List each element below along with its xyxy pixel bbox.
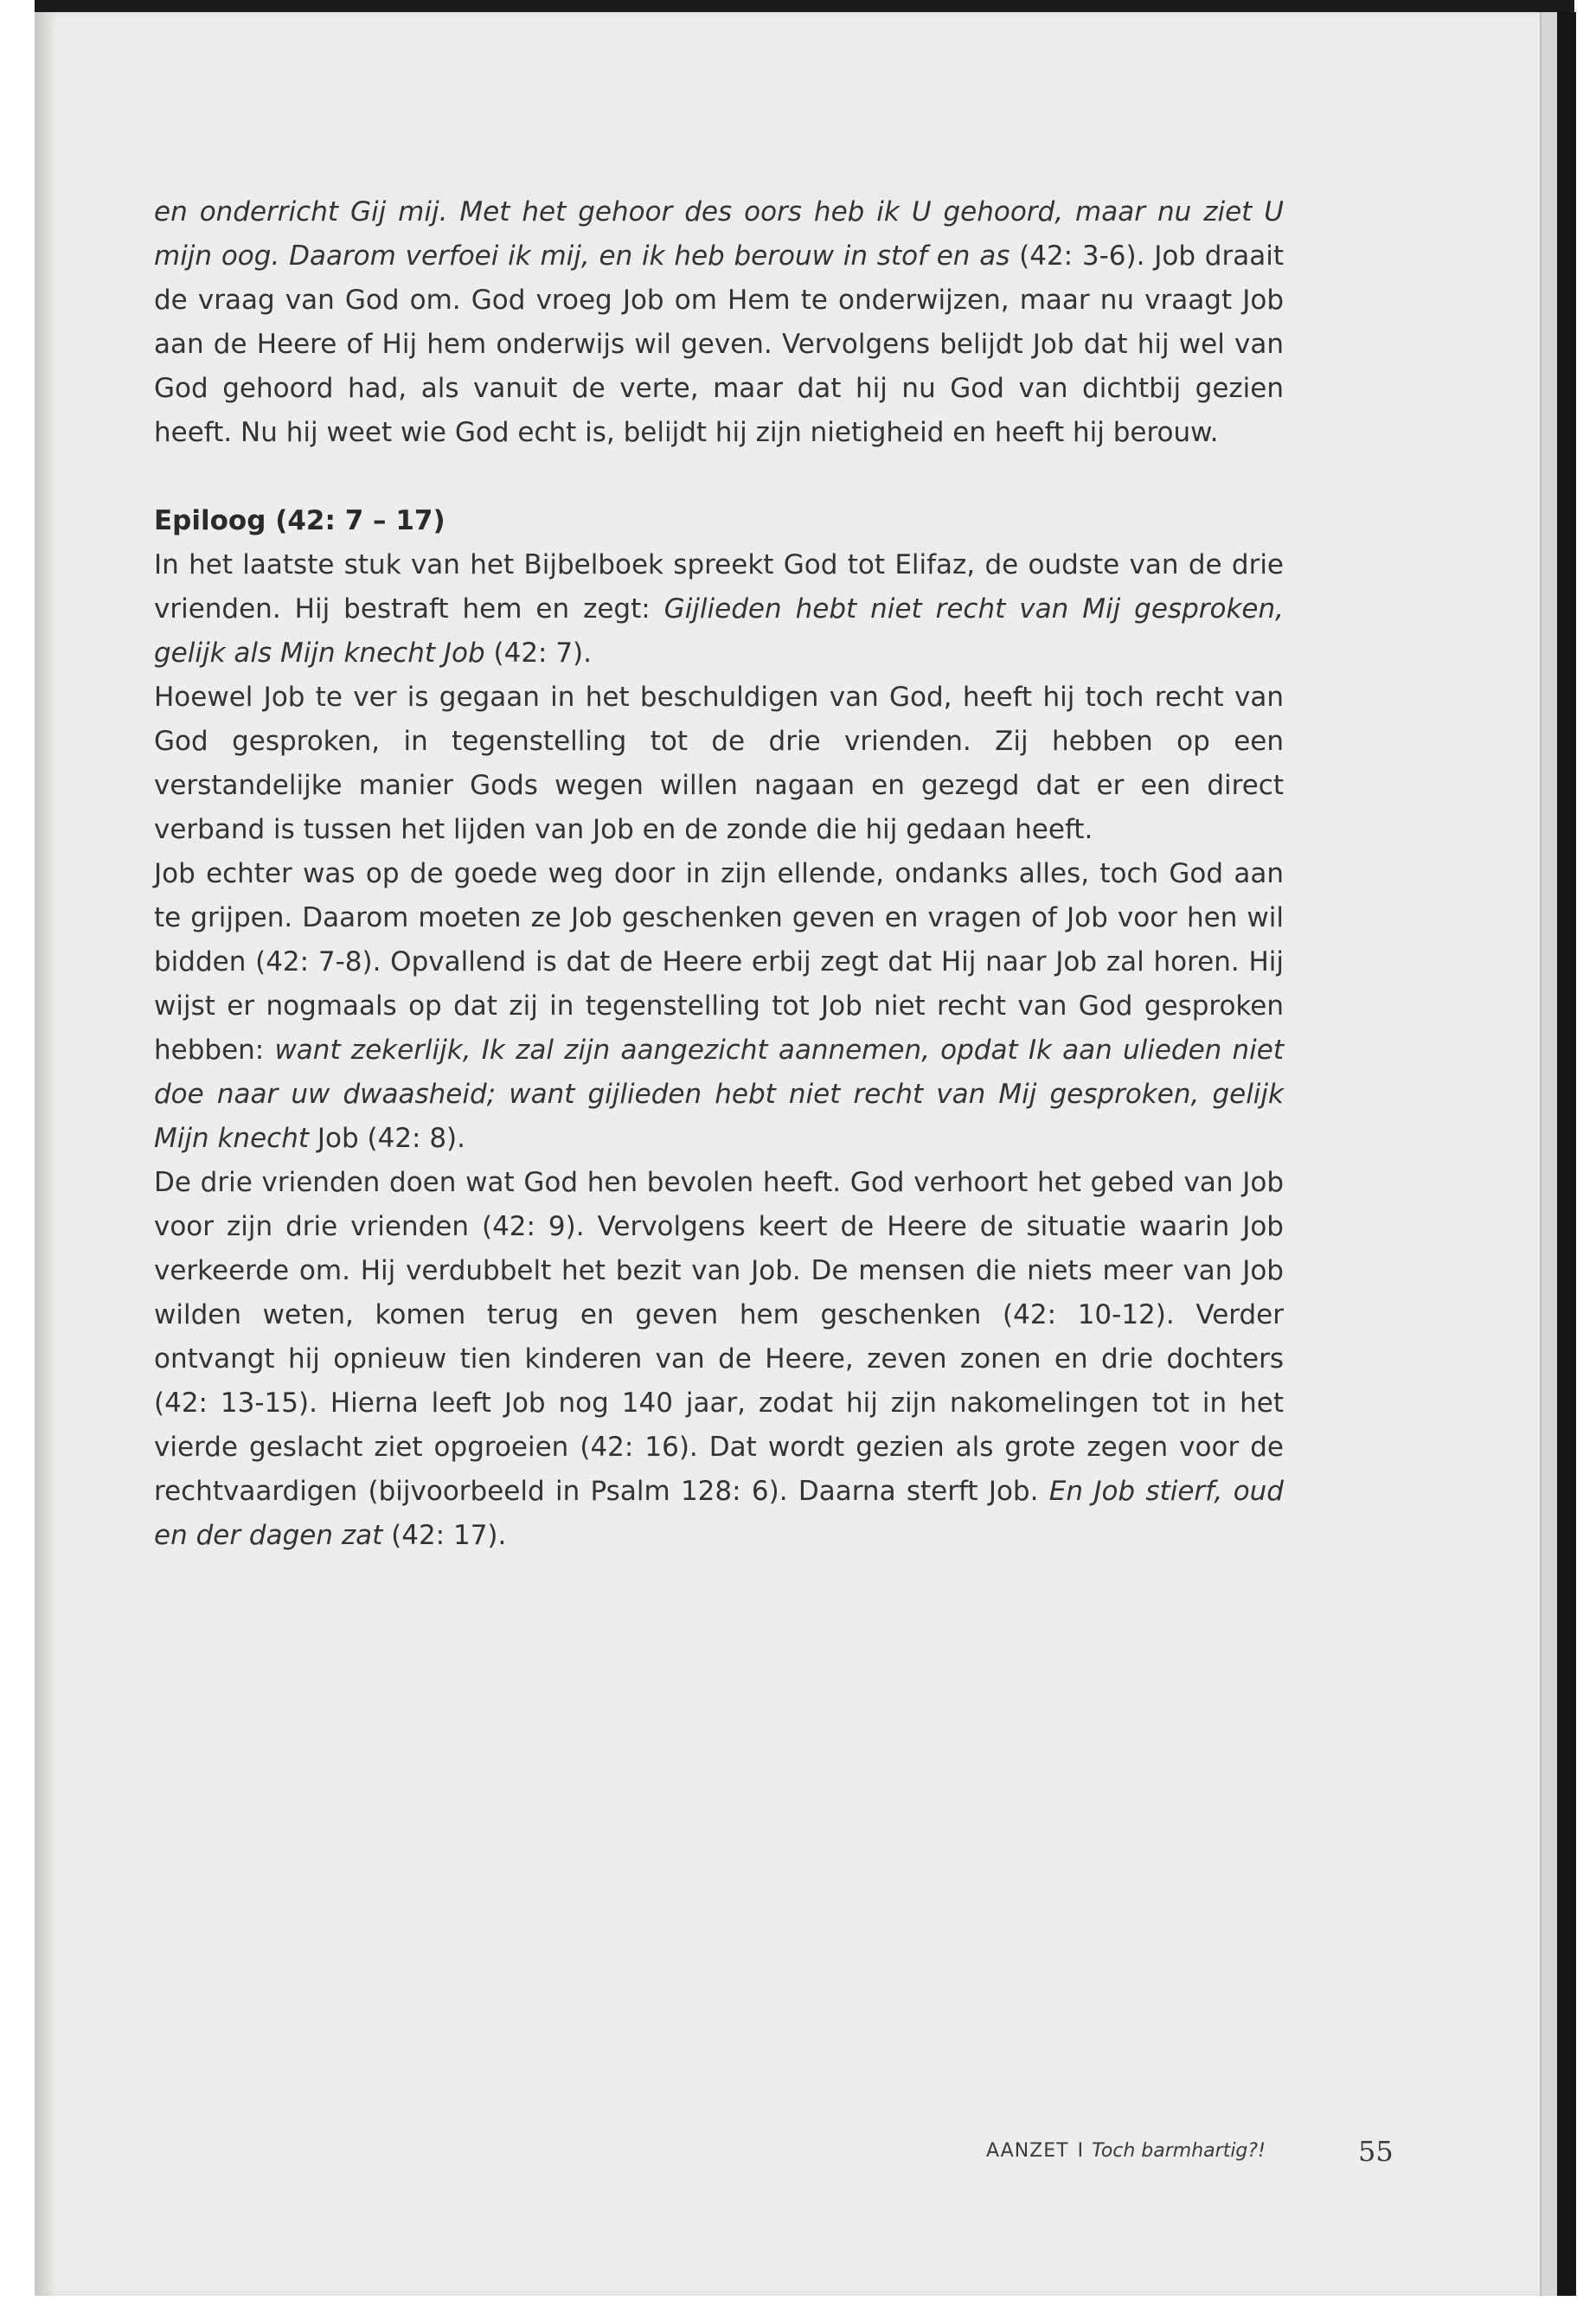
italic-quote-run: en onderricht Gij mij. Met het gehoor des oors heb ik U gehoord, maar nu ziet U mijn oog. Daarom verfoei ik mij, en ik heb berouw in stof en as (154, 196, 1284, 272)
paragraph-4 (154, 1161, 1284, 1558)
text-run: (42: 17). (391, 1520, 507, 1551)
italic-quote-run: want zekerlijk, Ik zal zijn aangezicht aannemen, opdat Ik aan ulieden niet doe naar uw dwaasheid; want gijlieden hebt niet recht van Mij gesproken, gelijk Mijn knecht (154, 1035, 1285, 1154)
italic-quote-run: En Job stierf, oud en der dagen zat (154, 1476, 1284, 1551)
section-gap (154, 455, 1284, 499)
page-number: 55 (1358, 2135, 1394, 2168)
text-run: Job (42: 8). (317, 1123, 466, 1154)
text-run: In het laatste stuk van het Bijbelboek spreekt God tot Elifaz, de oudste van de drie vrienden. Hij bestraft hem en zegt: (154, 549, 1284, 625)
page-gutter-shadow (35, 12, 57, 2296)
text-run: Job echter was op de goede weg door in zijn ellende, ondanks alles, toch God aan te grijpen. Daarom moeten ze Job geschenken geven en vragen of Job voor hen wil bidden (42: 7-8). Opvallend is dat de Heere erbij zegt dat Hij naar Job zal horen. Hij wijst er nogmaals op dat zij in tegenstelling tot Job niet recht van God gesproken hebben: (154, 858, 1284, 1066)
section-heading: Epiloog (42: 7 – 17) (154, 505, 445, 536)
text-run: (42: 3-6). Job draait de vraag van God om. God vroeg Job om Hem te onderwijzen, maar nu vraagt Job aan de Heere of Hij hem onderwijs wil geven. Vervolgens belijdt Job dat hij wel van God gehoord had, als vanuit de verte, maar dat hij nu God van dichtbij gezien heeft. Nu hij weet wie God echt is, belijdt hij zijn nietigheid en heeft hij berouw. (154, 240, 1284, 448)
page-edge (1540, 12, 1559, 2296)
book-top-edge (35, 0, 1574, 12)
footer-separator: I (1077, 2140, 1084, 2162)
italic-quote-run: Gijlieden hebt niet recht van Mij gesproken, gelijk als Mijn knecht Job (154, 593, 1284, 669)
text-run: De drie vrienden doen wat God hen bevolen heeft. God verhoort het gebed van Job voor zijn drie vrienden (42: 9). Vervolgens keert de Heere de situatie waarin Job verkeerde om. Hij verdubbelt het bezit van Job. De mensen die niets meer van Job wilden weten, komen terug en geven hem geschenken (42: 10-12). Verder ontvangt hij opnieuw tien kinderen van de Heere, zeven zonen en drie dochters (42: 13-15). Hierna leeft Job nog 140 jaar, zodat hij zijn nakomelingen tot in het vierde geslacht ziet opgroeien (42: 16). Dat wordt gezien als grote zegen voor de rechtvaardigen (bijvoorbeeld in Psalm 128: 6). Daarna sterft Job. (154, 1167, 1284, 1507)
text-run: Hoewel Job te ver is gegaan in het beschuldigen van God, heeft hij toch recht van God gesproken, in tegenstelling tot de drie vrienden. Zij hebben op een verstandelijke manier Gods wegen willen nagaan en gezegd dat er een direct verband is tussen het lijden van Job en de zonde die hij gedaan heeft. (154, 682, 1284, 845)
book-subtitle: Toch barmhartig?! (1092, 2140, 1266, 2162)
running-footer (986, 2135, 1394, 2168)
paragraph-1 (154, 543, 1284, 676)
series-title: AANZET (986, 2140, 1069, 2162)
text-run: (42: 7). (493, 638, 593, 669)
book-cover-edge (1557, 12, 1576, 2296)
paragraph-3 (154, 852, 1284, 1161)
continuation-paragraph (154, 190, 1284, 455)
body-text (154, 190, 1284, 1558)
paragraph-2 (154, 676, 1284, 852)
